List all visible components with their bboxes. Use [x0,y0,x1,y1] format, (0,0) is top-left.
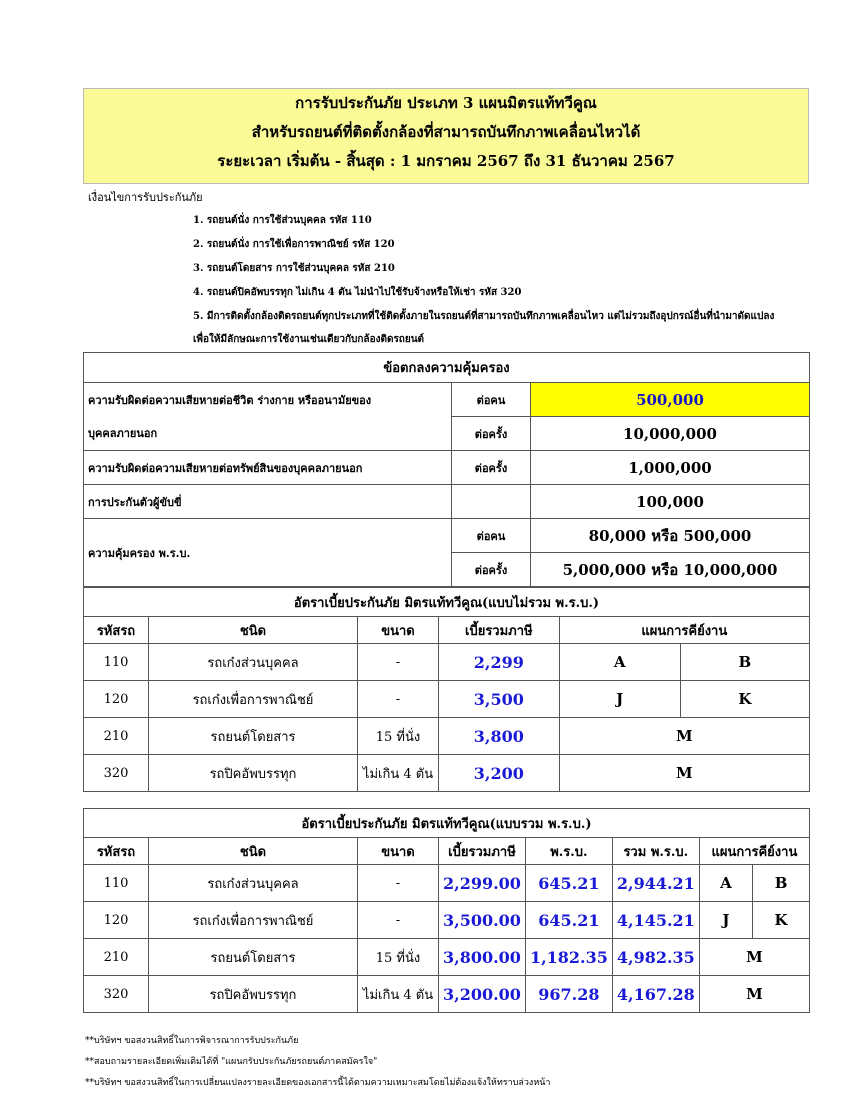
plan-code: M [559,755,809,792]
table-row [84,865,810,902]
driver-insurance-value: 100,000 [531,485,810,519]
premium-value: 2,299 [439,644,560,681]
column-header: พ.ร.บ. [525,838,612,865]
column-header: เบี้ยรวมภาษี [439,617,560,644]
document-header [83,88,809,184]
vehicle-type: รถยนต์โดยสาร [149,718,358,755]
per-time-label: ต่อครั้ง [452,451,531,485]
plan-code: B [753,865,810,902]
plan-code: A [699,865,752,902]
column-header: รหัสรถ [84,617,149,644]
vehicle-code: 320 [84,976,149,1013]
column-header: ขนาด [358,838,439,865]
per-time-label: ต่อครั้ง [452,417,531,451]
column-header: รวม พ.ร.บ. [612,838,699,865]
premium-value: 3,800.00 [439,939,526,976]
vehicle-type: รถเก๋งเพื่อการพาณิชย์ [149,902,358,939]
plan-code: J [699,902,752,939]
premium-value: 3,500 [439,681,560,718]
vehicle-type: รถปิคอัพบรรทุก [149,755,358,792]
driver-insurance-label: การประกันตัวผู้ขับขี่ [84,485,452,519]
per-person-label: ต่อคน [452,519,531,553]
per-time-label: ต่อครั้ง [452,553,531,587]
vehicle-code: 110 [84,644,149,681]
rate-table-without-compulsory [83,587,810,792]
total-value: 4,982.35 [612,939,699,976]
column-header: ชนิด [149,617,358,644]
plan-code: K [753,902,810,939]
total-value: 4,167.28 [612,976,699,1013]
vehicle-code: 320 [84,755,149,792]
column-header: ขนาด [358,617,439,644]
vehicle-type: รถเก๋งส่วนบุคคล [149,865,358,902]
premium-value: 2,299.00 [439,865,526,902]
vehicle-type: รถเก๋งส่วนบุคคล [149,644,358,681]
per-person-label: ต่อคน [452,383,531,417]
vehicle-size: 15 ที่นั่ง [358,939,439,976]
vehicle-code: 210 [84,939,149,976]
vehicle-size: ไม่เกิน 4 ตัน [358,755,439,792]
column-header: เบี้ยรวมภาษี [439,838,526,865]
table-row [84,939,810,976]
coverage-table [83,352,810,587]
compulsory-value: 645.21 [525,902,612,939]
property-value: 1,000,000 [531,451,810,485]
column-header: รหัสรถ [84,838,149,865]
header-subtitle: สำหรับรถยนต์ที่ติดตั้งกล้องที่สามารถบันทึกภาพเคลื่อนไหวได้ [251,123,641,141]
compulsory-label: ความคุ้มครอง พ.ร.บ. [84,519,452,587]
condition-item: 5. มีการติดตั้งกล้องติดรถยนต์ทุกประเภทที่ใช้ติดตั้งภายในรถยนต์ที่สามารถบันทึกภาพเคลื่อนไหว แต่ไม่รวมถึงอุปกรณ์อื่นที่นำมาดัดแปลง [193,311,775,322]
vehicle-code: 120 [84,681,149,718]
compulsory-per-time-value: 5,000,000 หรือ 10,000,000 [531,553,810,587]
table-row [84,644,810,681]
table-row [84,976,810,1013]
vehicle-size: - [358,865,439,902]
premium-value: 3,200.00 [439,976,526,1013]
condition-item: เพื่อให้มีลักษณะการใช้งานเช่นเดียวกับกล้องติดรถยนต์ [193,334,425,345]
plan-code: K [680,681,809,718]
premium-value: 3,800 [439,718,560,755]
life-per-time-value: 10,000,000 [531,417,810,451]
vehicle-type: รถปิคอัพบรรทุก [149,976,358,1013]
total-value: 2,944.21 [612,865,699,902]
table-row [84,718,810,755]
life-liability-label-cont: บุคคลภายนอก [84,417,452,451]
plan-code: J [559,681,680,718]
vehicle-size: - [358,902,439,939]
premium-value: 3,200 [439,755,560,792]
condition-item: 4. รถยนต์ปิคอัพบรรทุก ไม่เกิน 4 ตัน ไม่นำไปใช้รับจ้างหรือให้เช่า รหัส 320 [193,287,522,298]
life-per-person-value: 500,000 [531,383,810,417]
table-row [84,681,810,718]
plan-code: B [680,644,809,681]
vehicle-code: 210 [84,718,149,755]
total-value: 4,145.21 [612,902,699,939]
compulsory-value: 1,182.35 [525,939,612,976]
footnote: **บริษัทฯ ขอสงวนสิทธิ์ในการเปลี่ยนแปลงรายละเอียดของเอกสารนี้ได้ตามความเหมาะสมโดยไม่ต้องแจ้งให้ทราบล่วงหน้า [85,1078,551,1088]
vehicle-size: 15 ที่นั่ง [358,718,439,755]
vehicle-type: รถยนต์โดยสาร [149,939,358,976]
vehicle-size: - [358,681,439,718]
plan-code: M [699,976,809,1013]
plan-code: A [559,644,680,681]
footnote: **สอบถามรายละเอียดเพิ่มเติมได้ที่ "แผนกรับประกันภัยรถยนต์ภาคสมัครใจ" [85,1057,378,1067]
vehicle-type: รถเก๋งเพื่อการพาณิชย์ [149,681,358,718]
plan-code: M [559,718,809,755]
table-row [84,755,810,792]
vehicle-size: ไม่เกิน 4 ตัน [358,976,439,1013]
life-liability-label: ความรับผิดต่อความเสียหายต่อชีวิต ร่างกาย หรืออนามัยของ [84,383,452,417]
rate-table-title: อัตราเบี้ยประกันภัย มิตรแท้ทวีคูณ(แบบรวม พ.ร.บ.) [84,809,810,838]
vehicle-code: 120 [84,902,149,939]
premium-value: 3,500.00 [439,902,526,939]
column-header: ชนิด [149,838,358,865]
conditions-title: เงื่อนไขการรับประกันภัย [88,191,203,204]
property-liability-label: ความรับผิดต่อความเสียหายต่อทรัพย์สินของบุคคลภายนอก [84,451,452,485]
rate-table-with-compulsory [83,808,810,1013]
footnote: **บริษัทฯ ขอสงวนสิทธิ์ในการพิจารณาการรับประกันภัย [85,1036,299,1046]
compulsory-per-person-value: 80,000 หรือ 500,000 [531,519,810,553]
condition-item: 3. รถยนต์โดยสาร การใช้ส่วนบุคคล รหัส 210 [193,263,395,274]
rate-table-title: อัตราเบี้ยประกันภัย มิตรแท้ทวีคูณ(แบบไม่รวม พ.ร.บ.) [84,588,810,617]
vehicle-code: 110 [84,865,149,902]
vehicle-size: - [358,644,439,681]
condition-item: 2. รถยนต์นั่ง การใช้เพื่อการพาณิชย์ รหัส 120 [193,239,395,250]
compulsory-value: 967.28 [525,976,612,1013]
plan-code: M [699,939,809,976]
compulsory-value: 645.21 [525,865,612,902]
header-title: การรับประกันภัย ประเภท 3 แผนมิตรแท้ทวีคูณ [295,94,597,112]
column-header: แผนการคีย์งาน [699,838,809,865]
header-period: ระยะเวลา เริ่มต้น - สิ้นสุด : 1 มกราคม 2567 ถึง 31 ธันวาคม 2567 [217,152,675,170]
table-row [84,902,810,939]
coverage-title: ข้อตกลงความคุ้มครอง [84,353,810,383]
condition-item: 1. รถยนต์นั่ง การใช้ส่วนบุคคล รหัส 110 [193,215,372,226]
column-header: แผนการคีย์งาน [559,617,809,644]
